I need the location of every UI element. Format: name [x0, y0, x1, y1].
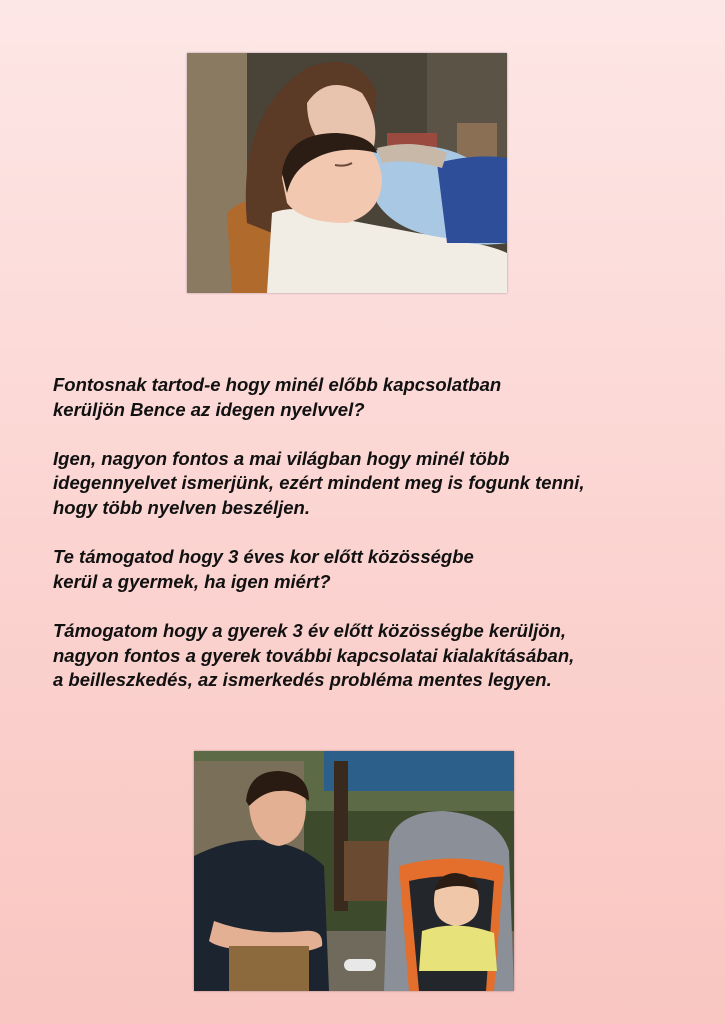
text-line: Fontosnak tartod-e hogy minél előbb kapcsolatban — [53, 374, 502, 395]
text-line: hogy több nyelven beszéljen. — [53, 496, 310, 518]
text-line: Te támogatod hogy 3 éves kor előtt közösségbe — [53, 546, 474, 568]
answer-community — [53, 619, 703, 693]
text-line: a beilleszkedés, az ismerkedés probléma mentes legyen. — [53, 669, 552, 691]
photo-father-with-baby-in-stroller — [194, 751, 514, 991]
question-community — [53, 545, 703, 594]
text-line: Igen, nagyon fontos a mai világban hogy minél több — [53, 447, 510, 469]
text-line: kerüljön Bence az idegen nyelvvel? — [53, 398, 365, 420]
text-line: kerül a gyermek, ha igen miért? — [53, 570, 331, 592]
text-line: idegennyelvet ismerjünk, ezért mindent meg is fogunk tenni, — [53, 472, 585, 494]
photo-mother-with-sleeping-baby — [187, 53, 507, 293]
question-foreign-language — [53, 373, 703, 422]
interview-text — [53, 373, 703, 693]
text-line: Támogatom hogy a gyerek 3 év előtt közösségbe kerüljön, — [53, 619, 567, 641]
text-line: nagyon fontos a gyerek további kapcsolatai kialakításában, — [53, 644, 575, 666]
answer-foreign-language — [53, 447, 703, 521]
